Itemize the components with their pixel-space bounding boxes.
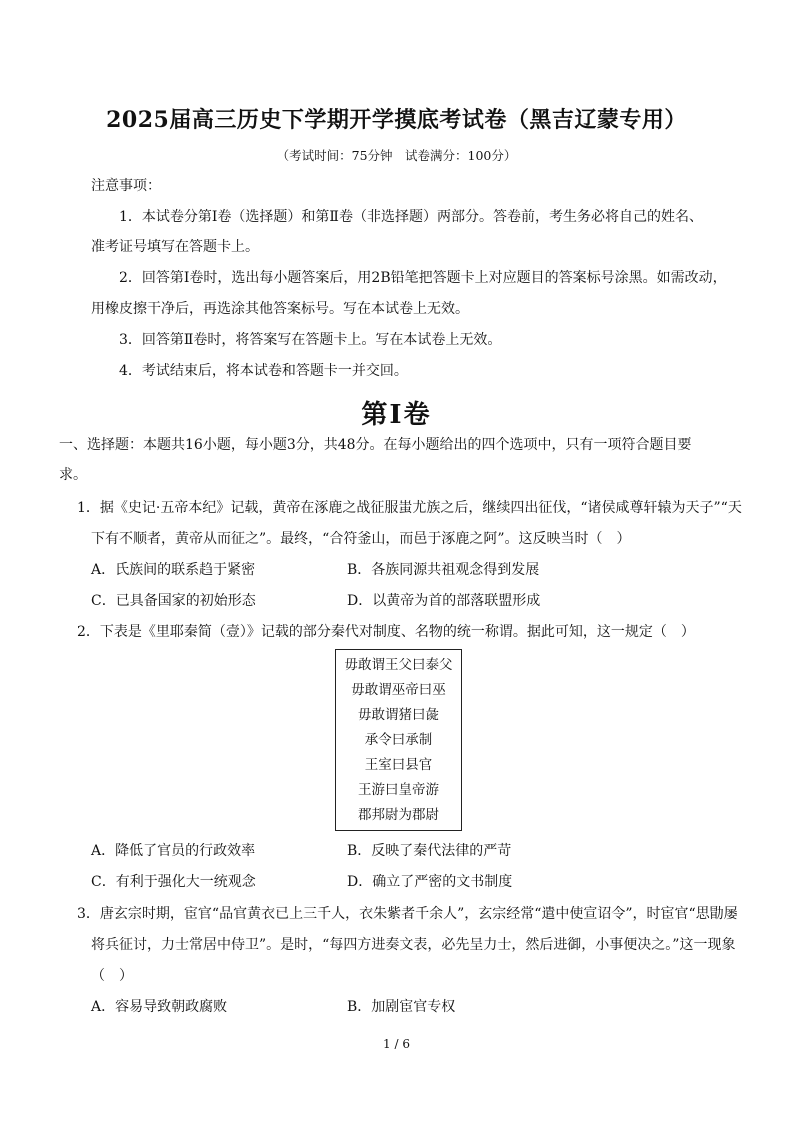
table-row: 王室曰县官 xyxy=(364,757,433,773)
table-row: 毋敢谓巫帝曰巫 xyxy=(351,682,446,698)
exam-title: 2025届高三历史下学期开学摸底考试卷（黑吉辽蒙专用） xyxy=(106,107,687,133)
question-2-option-d: D．确立了严密的文书制度 xyxy=(347,874,513,890)
table-row: 王游曰皇帝游 xyxy=(358,782,439,798)
section-intro: 一、选择题：本题共16小题，每小题3分，共48分。在每小题给出的四个选项中，只有一项符合题目要 xyxy=(59,437,692,453)
section-intro-cont: 求。 xyxy=(59,467,87,483)
question-1-stem: 1．据《史记·五帝本纪》记载，黄帝在涿鹿之战征服蚩尤族之后，继续四出征伐，“诸侯咸尊轩辕为天子”“天 xyxy=(77,500,742,516)
notice-item-2-cont: 用橡皮擦干净后，再选涂其他答案标号。写在本试卷上无效。 xyxy=(91,301,469,317)
question-1-stem-cont: 下有不顺者，黄帝从而征之”。最终，“合符釜山，而邑于涿鹿之阿”。这反映当时（ ） xyxy=(91,531,631,547)
table-row: 毋敢谓猪曰彘 xyxy=(358,707,439,723)
notice-item-1: 1．本试卷分第Ⅰ卷（选择题）和第Ⅱ卷（非选择题）两部分。答卷前，考生务必将自己的姓名、 xyxy=(119,209,703,225)
notice-item-1-cont: 准考证号填写在答题卡上。 xyxy=(91,239,259,255)
question-3-stem: 3．唐玄宗时期，宦官“品官黄衣已上三千人，衣朱紫者千余人”，玄宗经常“遣中使宣诏令”，时宦官“思勖屡 xyxy=(77,906,738,922)
question-3-option-a: A．容易导致朝政腐败 xyxy=(91,999,228,1015)
table-row: 毋敢谓王父曰泰父 xyxy=(344,657,453,673)
exam-subtitle: （考试时间：75分钟 试卷满分：100分） xyxy=(276,148,517,163)
notice-item-4: 4．考试结束后，将本试卷和答题卡一并交回。 xyxy=(119,363,408,379)
question-3-option-b: B．加剧宦官专权 xyxy=(347,999,456,1015)
notice-item-2: 2．回答第Ⅰ卷时，选出每小题答案后，用2B铅笔把答题卡上对应题目的答案标号涂黑。如需改动， xyxy=(119,270,727,286)
question-1-option-d: D．以黄帝为首的部落联盟形成 xyxy=(347,593,541,609)
question-1-option-c: C．已具备国家的初始形态 xyxy=(91,593,256,609)
question-2-table xyxy=(335,649,462,831)
question-2-stem: 2．下表是《里耶秦简（壹）》记载的部分秦代对制度、名物的统一称谓。据此可知，这一规定（ ） xyxy=(77,624,695,640)
table-row: 郡邦尉为郡尉 xyxy=(358,807,439,823)
question-3-stem-end: （ ） xyxy=(91,968,133,984)
question-1-option-b: B．各族同源共祖观念得到发展 xyxy=(347,562,540,578)
page-number: 1 / 6 xyxy=(383,1037,410,1051)
table-row: 承令曰承制 xyxy=(364,732,433,748)
question-2-option-a: A．降低了官员的行政效率 xyxy=(91,843,256,859)
notice-heading: 注意事项： xyxy=(91,178,161,194)
question-1-option-a: A．氏族间的联系趋于紧密 xyxy=(91,562,256,578)
question-3-stem-cont: 将兵征讨，力士常居中侍卫”。是时，“每四方进奏文表，必先呈力士，然后进御，小事便决之。”这一现象 xyxy=(91,937,736,953)
section-title: 第Ⅰ卷 xyxy=(361,400,432,430)
question-2-option-c: C．有利于强化大一统观念 xyxy=(91,874,256,890)
notice-item-3: 3．回答第Ⅱ卷时，将答案写在答题卡上。写在本试卷上无效。 xyxy=(119,332,502,348)
question-2-option-b: B．反映了秦代法律的严苛 xyxy=(347,843,512,859)
